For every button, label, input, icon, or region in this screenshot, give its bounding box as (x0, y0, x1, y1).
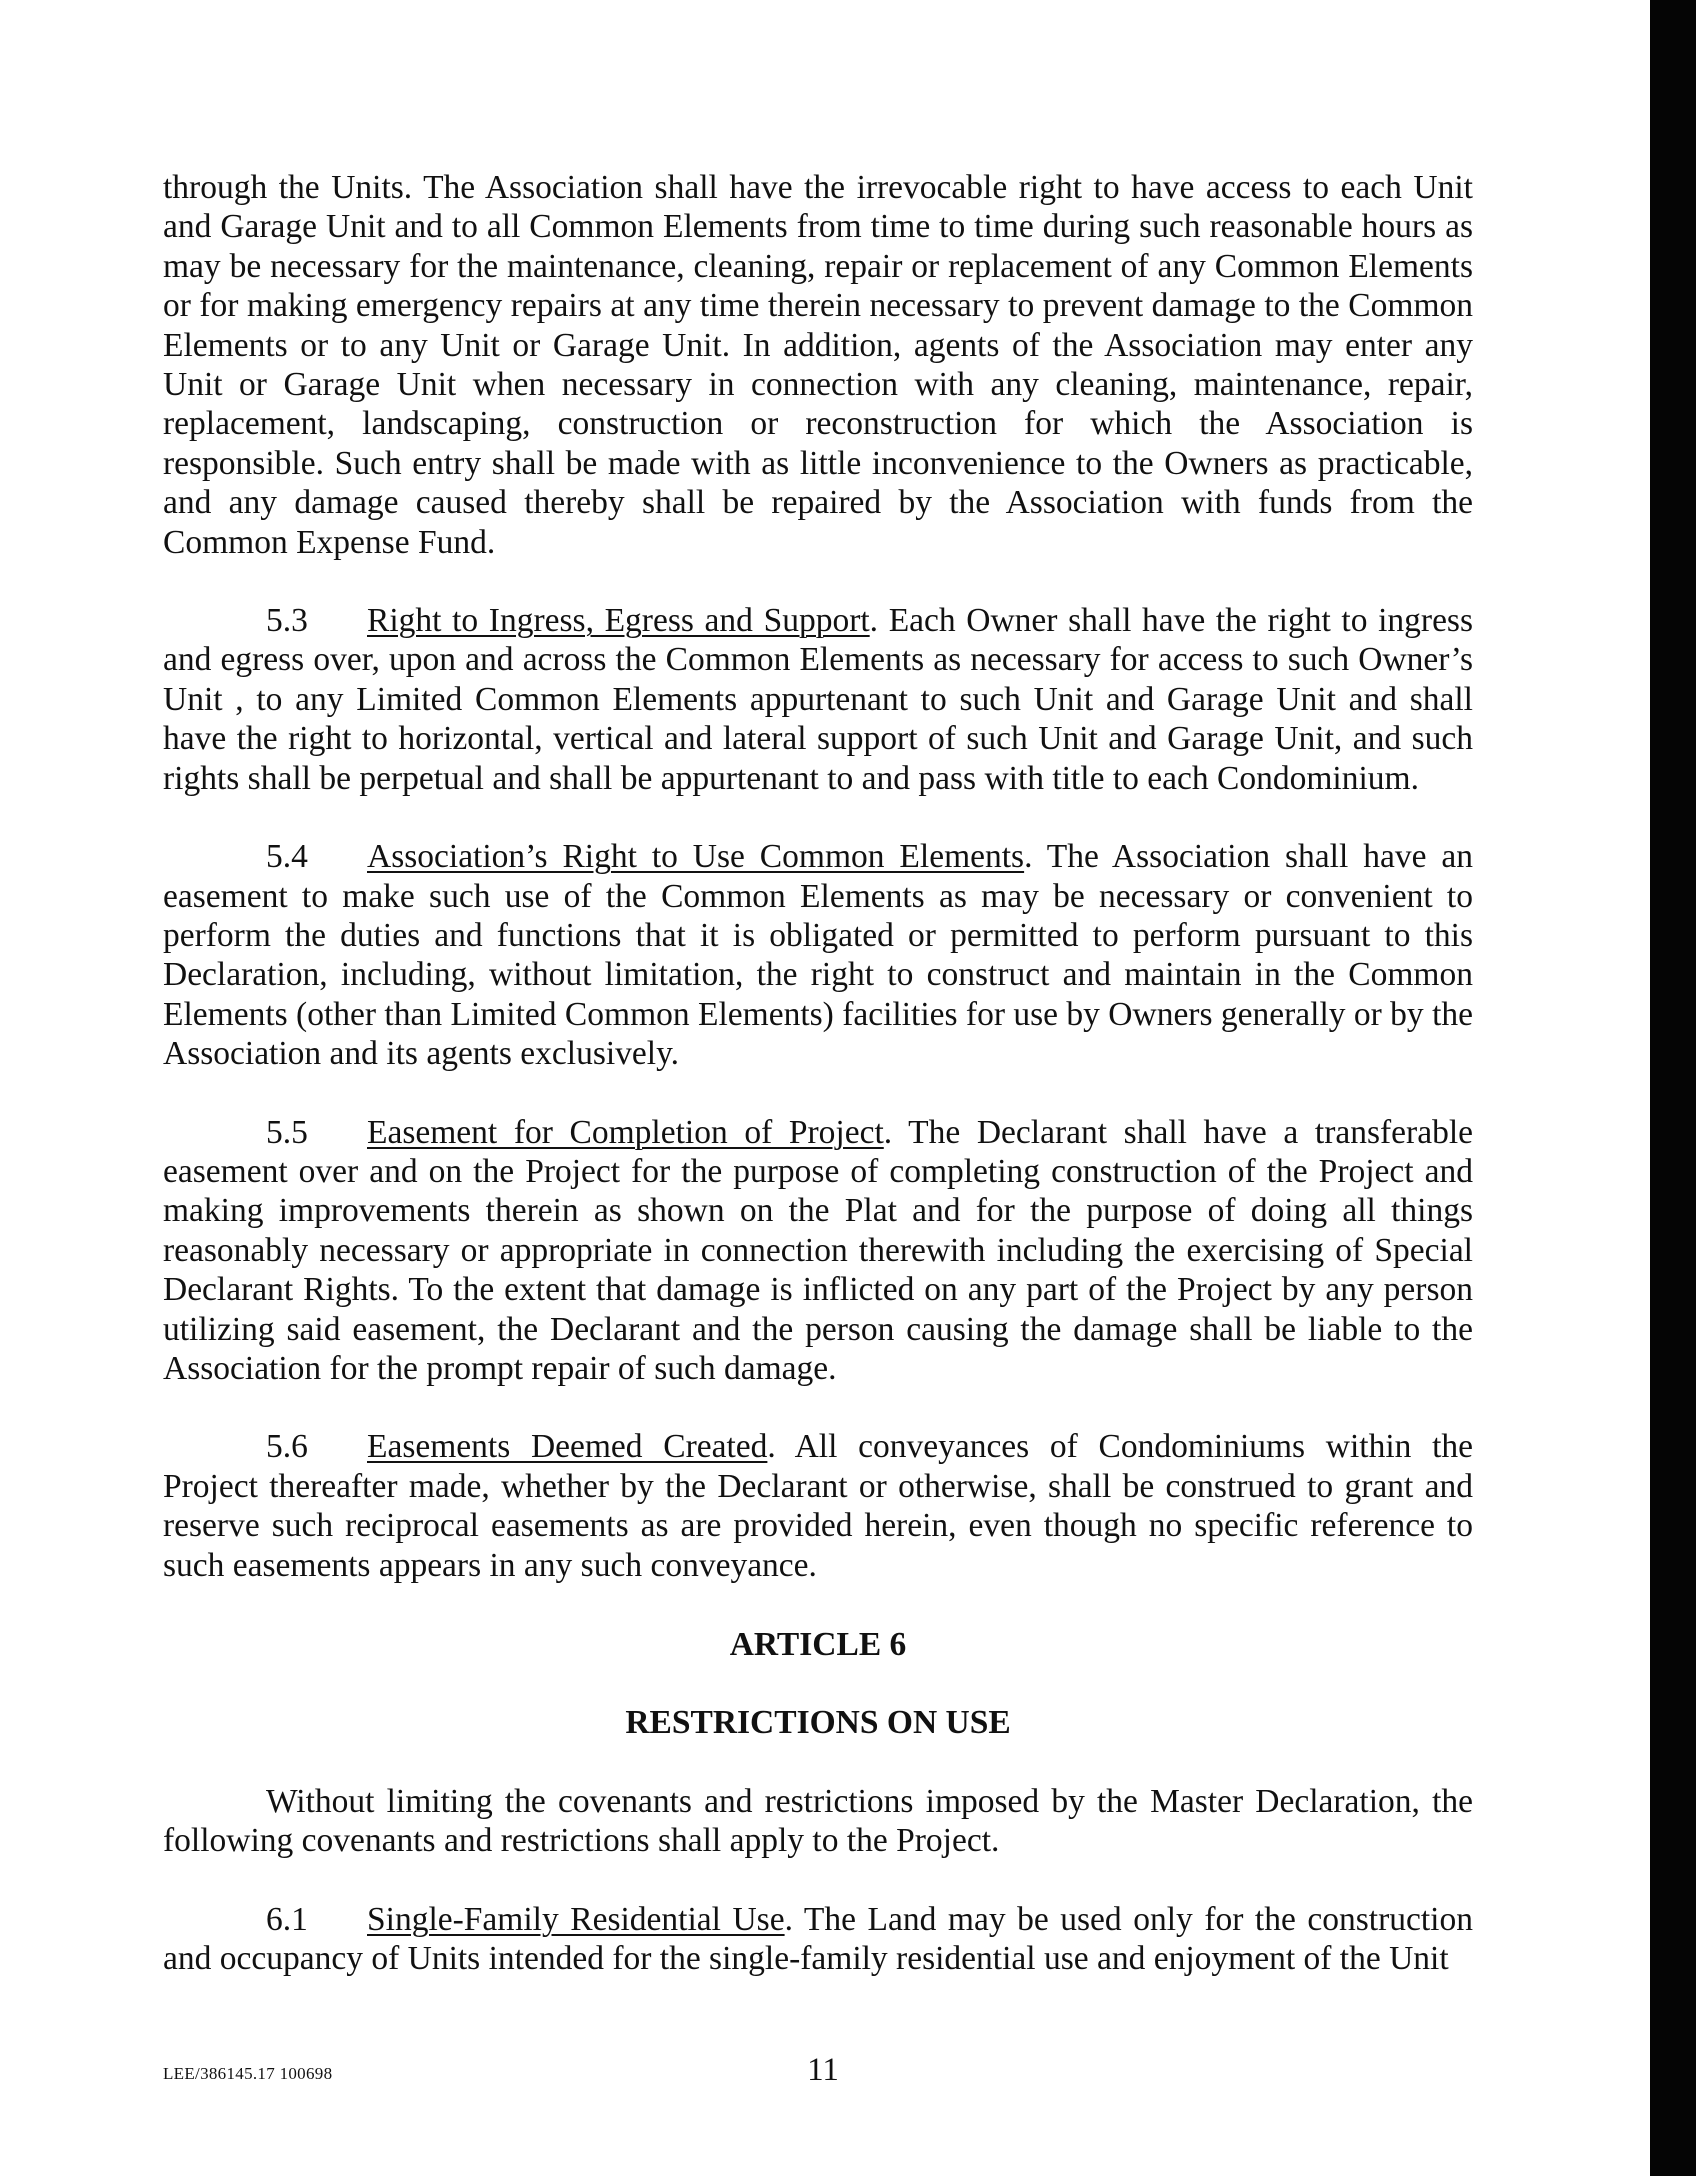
section-5-5 (163, 1113, 1473, 1389)
section-heading: Easement for Completion of Project (367, 1113, 884, 1151)
section-heading: Single-Family Residential Use (367, 1900, 785, 1938)
section-heading: Easements Deemed Created (367, 1428, 768, 1466)
section-heading: Association’s Right to Use Common Elements (367, 838, 1025, 876)
document-code: LEE/386145.17 100698 (163, 2064, 333, 2083)
section-number: 5.4 (266, 838, 308, 876)
section-number: 5.3 (266, 602, 308, 640)
article-number: ARTICLE 6 (729, 1626, 907, 1663)
page-footer (163, 2052, 1473, 2092)
continued-paragraph: through the Units. The Association shall have the irrevocable right to have access to each Unit and Garage Unit and to all Common Elements from time to time during such reasonable hours as may be necessary for the maintenance, cleaning, repair or replacement of any Common Elements or for making emergency repairs at any time therein necessary to prevent damage to the Common Elements or to any Unit or Garage Unit. In addition, agents of the Association may enter any Unit or Garage Unit when necessary in connection with any cleaning, maintenance, repair, replacement, landscaping, construction or reconstruction for which the Association is responsible. Such entry shall be made with as little inconvenience to the Owners as practicable, and any damage caused thereby shall be repaired by the Association with funds from the Common Expense Fund. (163, 169, 1473, 561)
section-5-6 (163, 1427, 1473, 1585)
section-5-3 (163, 601, 1473, 798)
article-title: RESTRICTIONS ON USE (625, 1704, 1011, 1742)
section-number: 6.1 (266, 1900, 308, 1938)
section-number: 5.6 (266, 1428, 308, 1466)
page-number: 11 (807, 2052, 839, 2088)
article-intro: Without limiting the covenants and restrictions imposed by the Master Declaration, the following covenants and restrictions shall apply to the Project. (163, 1782, 1473, 1860)
document-page (163, 168, 1473, 1978)
section-6-1 (163, 1900, 1473, 1979)
section-heading: Right to Ingress, Egress and Support (367, 602, 870, 640)
scan-dark-edge (1650, 0, 1696, 2176)
section-body: . The Declarant shall have a transferable easement over and on the Project for the purpose of completing construction of the Project and making improvements therein as shown on the Plat and for the purpose of doing all things reasonably necessary or appropriate in connection therewith including the exercising of Special Declarant Rights. To the extent that damage is inflicted on any part of the Project by any person utilizing said easement, the Declarant and the person causing the damage shall be liable to the Association for the prompt repair of such damage. (163, 1113, 1473, 1387)
section-5-4 (163, 837, 1473, 1073)
section-body: . Each Owner shall have the right to ingress and egress over, upon and across the Common Elements as necessary for access to such Owner’s Unit , to any Limited Common Elements appurtenant to such Unit and Garage Unit and shall have the right to horizontal, vertical and lateral support of such Unit and Garage Unit, and such rights shall be perpetual and shall be appurtenant to and pass with title to each Condominium. (163, 602, 1474, 797)
section-body: . All conveyances of Condominiums within the Project thereafter made, whether by the Declarant or otherwise, shall be construed to grant and reserve such reciprocal easements as are provided herein, even though no specific reference to such easements appears in any such conveyance. (163, 1428, 1473, 1584)
section-body: . The Land may be used only for the construction and occupancy of Units intended for the single-family residential use and enjoyment of the Unit (163, 1900, 1473, 1978)
section-body: . The Association shall have an easement to make such use of the Common Elements as may be necessary or convenient to perform the duties and functions that it is obligated or permitted to perform pursuant to this Declaration, including, without limitation, the right to construct and maintain in the Common Elements (other than Limited Common Elements) facilities for use by Owners generally or by the Association and its agents exclusively. (163, 838, 1473, 1073)
section-number: 5.5 (266, 1113, 308, 1151)
